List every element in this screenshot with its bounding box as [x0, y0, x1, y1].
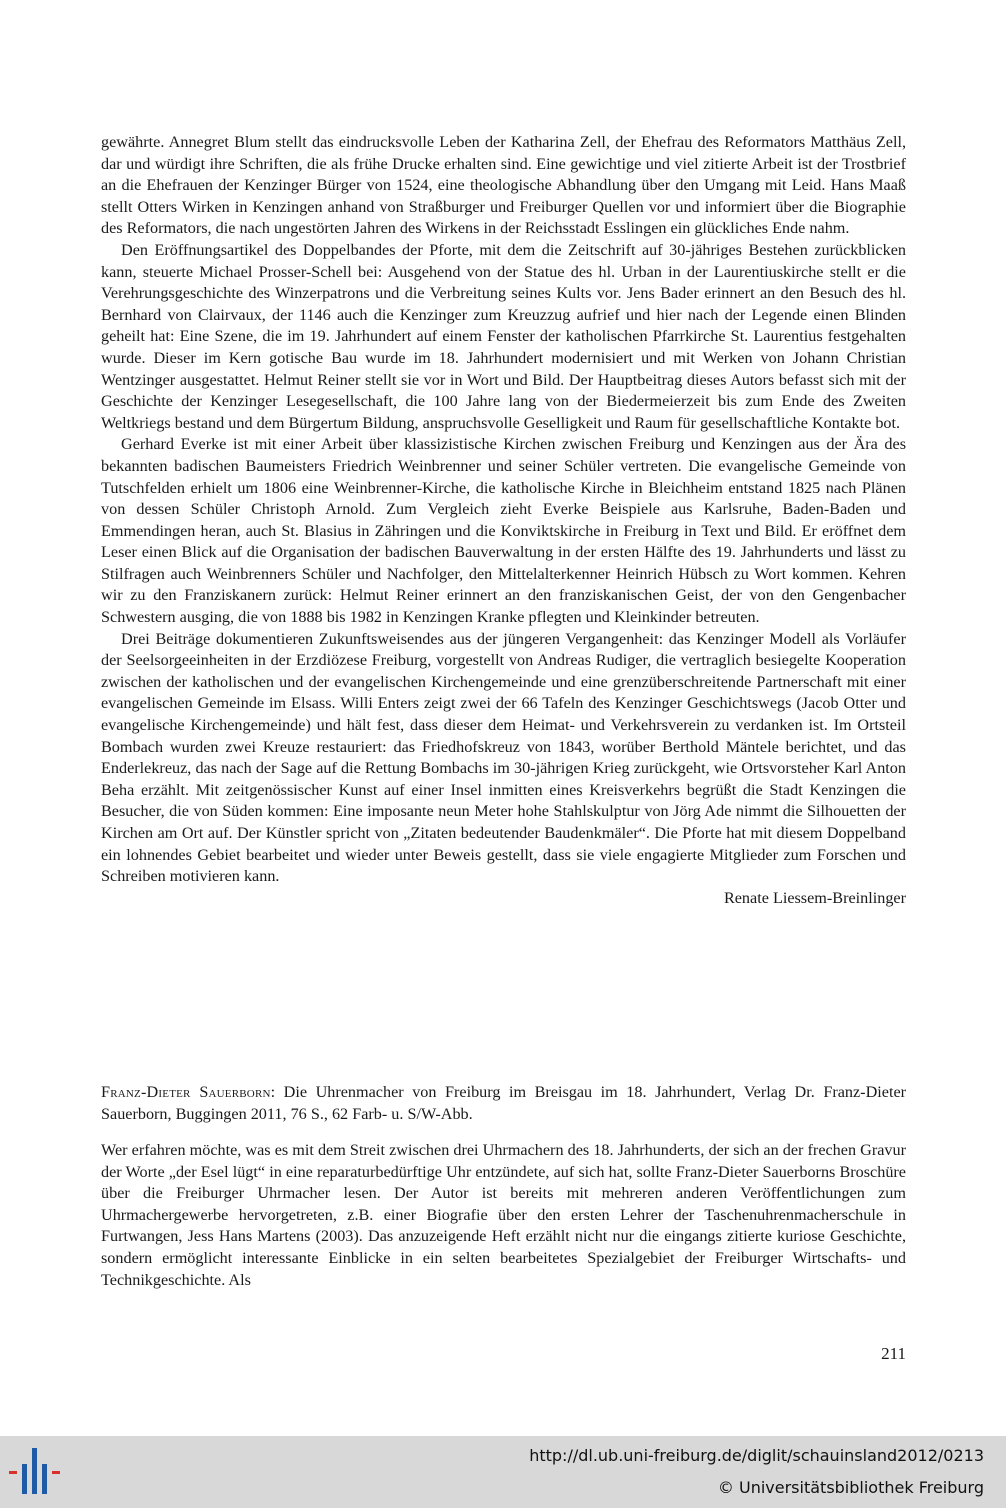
ub-freiburg-logo-icon [6, 1444, 66, 1500]
footer-copyright: © Universitätsbibliothek Freiburg [717, 1478, 984, 1497]
review-2-body [101, 1140, 906, 1291]
review-1 [101, 132, 906, 909]
page-number: 211 [881, 1344, 906, 1363]
book-citation: : Die Uhrenmacher von Freiburg im Breisgau im 18. Jahrhundert, Verlag Dr. Franz-Dieter Sauerborn, Buggingen 2011, 76 S., 62 Farb- u. S/W-Abb. [101, 1083, 907, 1123]
review-2-heading [101, 1082, 906, 1125]
review-signature: Renate Liessem-Breinlinger [723, 888, 906, 907]
footer-url-link[interactable]: http://dl.ub.uni-freiburg.de/diglit/schauinsland2012/0213 [529, 1446, 984, 1465]
paragraph: Den Eröffnungsartikel des Doppelbandes der Pforte, mit dem die Zeitschrift auf 30-jähriges Bestehen zurückblicken kann, steuerte Michael Prosser-Schell bei: Ausgehend von der Statue des hl. Urban in der Laurentiuskirche stellt er die Verehrungsgeschichte des Winzerpatrons und die Verbreitung seines Kults vor. Jens Bader erinnert an den Besuch des hl. Bernhard von Clairvaux, der 1146 auch die Kenzinger zum Kreuzzug aufrief und hier nach der Legende einen Blinden geheilt hat: Eine Szene, die im 19. Jahrhundert auf einem Fenster der katholischen Pfarrkirche St. Laurentius festgehalten wurde. Dieser im Kern gotische Bau wurde im 18. Jahrhundert modernisiert und mit Werken von Johann Christian Wentzinger ausgestattet. Helmut Reiner stellt sie vor in Wort und Bild. Der Hauptbeitrag dieses Autors befasst sich mit der Geschichte der Kenzinger Lesegesellschaft, die 100 Jahre lang von der Biedermeierzeit bis zum Ende des Zweiten Weltkriegs bestand und dem Bürgertum Bildung, anspruchsvolle Geselligkeit und Raum für gesellschaftliche Kontakte bot. [101, 240, 906, 432]
footer-bar [0, 1436, 1006, 1508]
paragraph: Drei Beiträge dokumentieren Zukunftsweisendes aus der jüngeren Vergangenheit: das Kenzinger Modell als Vorläufer der Seelsorgeeinheiten in der Erzdiözese Freiburg, vorgestellt von Andreas Rudiger, die vertraglich besiegelte Kooperation zwischen der katholischen und der evangelischen Kirchengemeinde und eine grenzüberschreitende Partnerschaft mit einer evangelischen Gemeinde im Elsass. Willi Enters zeigt zwei der 66 Tafeln des Kenzinger Geschichtswegs (Jacob Otter und evangelische Kirchengemeinde) und hält fest, dass dieser dem Heimat- und Verkehrsverein zu verdanken ist. Im Ortsteil Bombach wurden zwei Kreuze restauriert: das Friedhofskreuz von 1843, worüber Berthold Mäntele berichtet, und das Enderlekreuz, das nach der Sage auf die Rettung Bombachs im 30-jährigen Krieg zurückgeht, wie Ortsvorsteher Karl Anton Beha erzählt. Mit zeitgenössischer Kunst auf einer Insel inmitten eines Kreisverkehrs begrüßt die Stadt Kenzingen die Besucher, die von Süden kommen: Eine imposante neun Meter hohe Stahlskulptur von Jörg Ade nimmt die Silhouetten der Kirchen am Ort auf. Der Künstler spricht von „Zitaten bedeutender Baudenkmäler“. Die Pforte hat mit diesem Doppelband ein lohnendes Gebiet bearbeitet und wieder unter Beweis gestellt, dass sie viele engagierte Mitglieder zum Forschen und Schreiben motivieren kann. [101, 629, 906, 886]
paragraph: Wer erfahren möchte, was es mit dem Streit zwischen drei Uhrmachern des 18. Jahrhunderts, der sich an der frechen Gravur der Worte „der Esel lügt“ in eine reparaturbedürftige Uhr entzündete, auf sich hat, sollte Franz-Dieter Sauerborns Broschüre über die Freiburger Uhrmacher lesen. Der Autor ist bereits mit mehreren anderen Veröffentlichungen zum Uhrmachergewerbe hervorgetreten, z.B. einer Biografie über den ersten Lehrer der Taschenuhrenmacherschule in Furtwangen, Jess Hans Martens (2003). Das anzuzeigende Heft erzählt nicht nur die eingangs zitierte kuriose Geschichte, sondern ermöglicht interessante Einblicke in ein selten bearbeitetes Spezialgebiet der Freiburger Wirtschafts- und Technikgeschichte. Als [101, 1141, 906, 1289]
paragraph: gewährte. Annegret Blum stellt das eindrucksvolle Leben der Katharina Zell, der Ehefrau des Reformators Matthäus Zell, dar und würdigt ihre Schriften, die als frühe Drucke erhalten sind. Eine gewichtige und viel zitierte Arbeit ist der Trostbrief an die Ehefrauen der Kenzinger Bürger von 1524, eine theologische Abhandlung über den Umgang mit Leid. Hans Maaß stellt Otters Wirken in Kenzingen anhand von Straßburger und Freiburger Quellen vor und informiert über die Biographie des Reformators, die nach ungestörten Jahren des Wirkens in der Reichsstadt Esslingen ein glückliches Ende nahm. [101, 133, 906, 238]
paragraph: Gerhard Everke ist mit einer Arbeit über klassizistische Kirchen zwischen Freiburg und Kenzingen aus der Ära des bekannten badischen Baumeisters Friedrich Weinbrenner und seiner Schüler vertreten. Die evangelische Gemeinde von Tutschfelden erhielt um 1806 eine Weinbrenner-Kirche, die katholische Kirche in Bleichheim entstand 1825 nach Plänen von dessen Schüler Christoph Arnold. Zum Vergleich zieht Everke Beispiele aus Karlsruhe, Baden-Baden und Emmendingen heran, auch St. Blasius in Zähringen und die Konviktskirche in Freiburg in Text und Bild. Er eröffnet dem Leser einen Blick auf die Organisation der badischen Bauverwaltung in der ersten Hälfte des 19. Jahrhunderts und lässt zu Stilfragen auch Weinbrenners Schüler und Nachfolger, den Mittelalterkenner Heinrich Hübsch zu Wort kommen. Kehren wir zu den Franziskanern zurück: Helmut Reiner erinnert an den franziskanischen Geist, der von den Gengenbacher Schwestern ausging, die von 1888 bis 1982 in Kenzingen Kranke pflegten und Kleinkinder betreuten. [101, 435, 906, 627]
book-author: Franz-Dieter Sauerborn [101, 1083, 271, 1101]
